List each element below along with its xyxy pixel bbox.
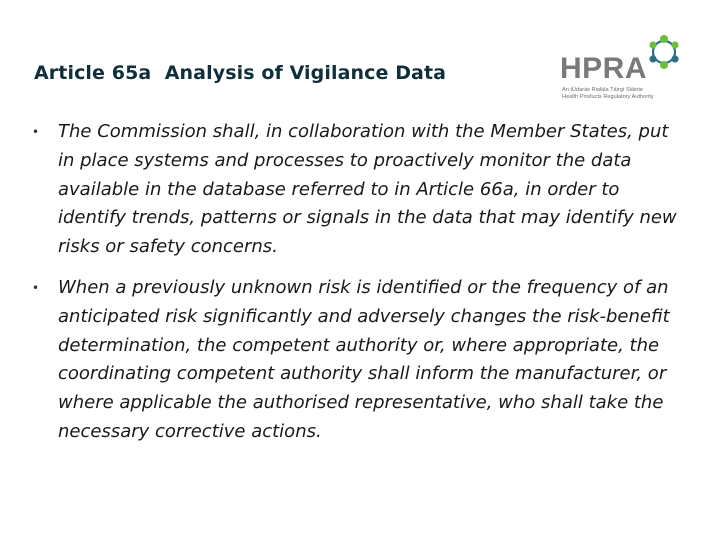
logo-wordmark: HPRA (560, 52, 648, 85)
hpra-logo (560, 32, 686, 104)
bullet-item-2 (30, 274, 680, 447)
bullet-item-1 (30, 118, 680, 262)
bullet-marker: • (32, 125, 40, 139)
logo-molecule-icon (644, 32, 684, 72)
logo-subtitle-english: Health Products Regulatory Authority (562, 94, 654, 100)
bullet-text-1: The Commission shall, in collaboration with the Member States, put in place systems and processes to proactively monitor the data available in the database referred to in Article 66a, in order to identify trends, patterns or signals in the data that may identify new risks or safety concerns. (58, 121, 677, 258)
page-title: Article 65a Analysis of Vigilance Data (34, 62, 447, 84)
bullet-text-2: When a previously unknown risk is identified or the frequency of an anticipated risk significantly and adversely changes the risk-benefit determination, the competent authority or, where appropriate, the coordinating competent authority shall inform the manufacturer, or where applicable the authorised representative, who shall take the necessary corrective actions. (58, 276, 670, 442)
bullet-marker: • (32, 280, 40, 295)
bullet-list (30, 118, 680, 459)
logo-subtitle-irish: An tÚdarás Rialála Táirgí Sláinte (562, 87, 644, 93)
